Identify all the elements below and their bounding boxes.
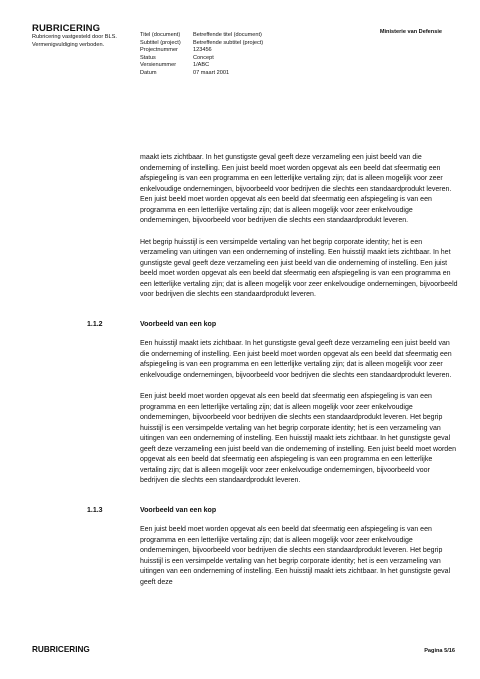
section-number: 1.1.2 — [87, 320, 103, 328]
meta-label: Datum — [140, 69, 157, 76]
classification-note: Vermenigvuldiging verboden. — [32, 41, 105, 48]
classification-title: RUBRICERING — [32, 23, 101, 34]
meta-row — [140, 40, 263, 48]
meta-value: Concept — [193, 54, 214, 61]
footer-classification: RUBRICERING — [32, 645, 90, 654]
section-title: Voorbeeld van een kop — [140, 320, 217, 328]
section-title: Voorbeeld van een kop — [140, 506, 217, 514]
page-number: Pagina 5/16 — [424, 648, 455, 654]
meta-value: Betreffende subtitel (project) — [193, 39, 264, 46]
meta-label: Titel (document) — [140, 32, 181, 38]
meta-value: 1/ABC — [193, 62, 210, 69]
body-paragraph: Een juist beeld moet worden opgevat als een beeld dat sfeermatig een afspiegeling is van een programma en een letterlijke vertaling zijn; dat is alleen mogelijk voor zeer enkelvoudige ondernemingen, bijvoorbeeld voor bedrijven die slechts een standaardprodukt leveren. Het begrip huisstijl is een versimpelde vertaling van het begrip corporate identity; het is een verzameling van uitingen van een onderneming of instelling. Een huisstijl maakt iets zichtbaar. In het gunstigste geval geeft deze verzameling een juist beeld van die onderneming of instelling. Een juist beeld moet worden opgevat als een beeld dat sfeermatig een afspiegeling is van een programma en een letterlijke vertaling zijn; dat is alleen mogelijk voor zeer enkelvoudige ondernemingen, bijvoorbeeld voor bedrijven die slechts een standaardprodukt leveren. — [140, 393, 456, 484]
meta-label: Projectnummer — [140, 47, 178, 54]
body-paragraph: maakt iets zichtbaar. In het gunstigste geval geeft deze verzameling een juist beeld van die onderneming of instelling. Een juist beeld moet worden opgevat als een beeld dat sfeermatig een afspiegeling is van een programma en een letterlijke vertaling zijn; dat is alleen mogelijk voor zeer enkelvoudige ondernemingen, bijvoorbeeld voor bedrijven die slechts een standaardprodukt leveren. Een juist beeld moet worden opgevat als een beeld dat sfeermatig een afspiegeling is van een programma en een letterlijke vertaling zijn; dat is alleen mogelijk voor zeer enkelvoudige ondernemingen, bijvoorbeeld voor bedrijven die slechts een standaardprodukt leveren. — [140, 154, 452, 224]
meta-row — [140, 32, 263, 40]
meta-value: Betreffende titel (document) — [193, 32, 262, 38]
meta-label: Versienummer — [140, 62, 177, 69]
meta-row — [140, 55, 263, 63]
body-paragraph: Een huisstijl maakt iets zichtbaar. In het gunstigste geval geeft deze verzameling een juist beeld van die onderneming of instelling. Een juist beeld moet worden opgevat als een beeld dat sfeermatig een afspiegeling is van een programma en een letterlijke vertaling zijn; dat is alleen mogelijk voor zeer enkelvoudige ondernemingen, bijvoorbeeld voor bedrijven die slechts een standaardprodukt leveren. — [140, 340, 452, 379]
section-number: 1.1.3 — [87, 506, 103, 514]
meta-row — [140, 62, 263, 70]
meta-row — [140, 70, 263, 78]
classification-note: Rubricering vastgesteld door BLS. — [32, 34, 117, 40]
document-meta — [140, 32, 263, 78]
section-heading — [87, 320, 458, 331]
meta-label: Subtitel (project) — [140, 39, 181, 46]
document-body — [87, 153, 458, 588]
meta-label: Status — [140, 54, 156, 61]
section-heading — [87, 506, 458, 517]
classification-block — [32, 23, 142, 49]
body-paragraph: Een juist beeld moet worden opgevat als een beeld dat sfeermatig een afspiegeling is van een programma en een letterlijke vertaling zijn; dat is alleen mogelijk voor zeer enkelvoudige ondernemingen, bijvoorbeeld voor bedrijven die slechts een standaardprodukt leveren. Het begrip huisstijl is een versimpelde vertaling van het begrip corporate identity; het is een verzameling van uitingen van een onderneming of instelling. Een huisstijl maakt iets zichtbaar. In het gunstigste geval geeft deze — [140, 526, 451, 586]
meta-row — [140, 47, 263, 55]
body-paragraph: Het begrip huisstijl is een versimpelde vertaling van het begrip corporate identity; het is een verzameling van uitingen van een onderneming of instelling. Een huisstijl maakt iets zichtbaar. In het gunstigste geval geeft deze verzameling een juist beeld van die onderneming of instelling. Een juist beeld moet worden opgevat als een beeld dat sfeermatig een afspiegeling is van een programma en een letterlijke vertaling zijn; dat is alleen mogelijk voor zeer enkelvoudige ondernemingen, bijvoorbeeld voor bedrijven die slechts een standaardprodukt leveren. — [140, 238, 458, 298]
meta-value: 07 maart 2001 — [193, 69, 230, 76]
ministry-name: Ministerie van Defensie — [379, 29, 442, 35]
meta-value: 123456 — [193, 47, 212, 54]
